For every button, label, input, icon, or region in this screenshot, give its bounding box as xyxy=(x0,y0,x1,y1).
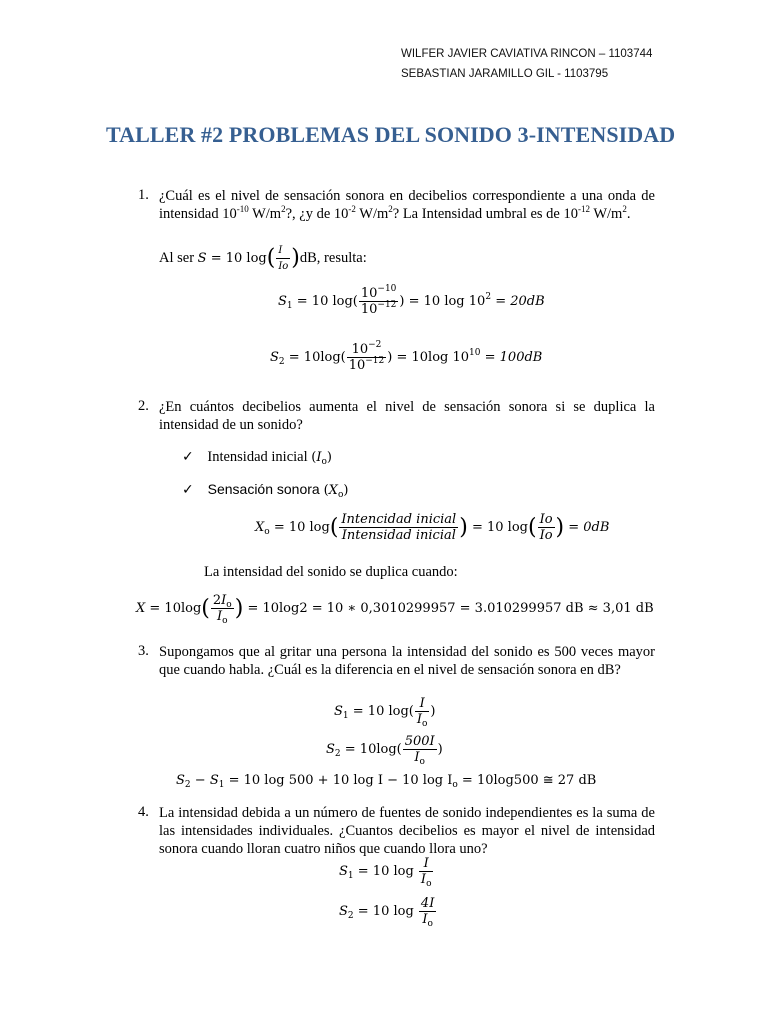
bullet-sound-sensation: ✓ Sensación sonora $(X_o)$ xyxy=(182,481,349,500)
equation-p3-s1: $S_1 = 10$ log( $\frac{I}{I_o}$ ) xyxy=(334,696,436,729)
author-line-1: WILFER JAVIER CAVIATIVA RINCON – 1103744 xyxy=(401,48,653,60)
problem-4-number: 4. xyxy=(138,804,149,820)
equation-x0: $X_o = 10$ log( $\frac{\text{Intencidad inicial}}{\text{Intensidad inicial}}$ ) = 10 log( $\frac{Io}{Io}$ ) = 0dB xyxy=(255,512,610,543)
checkmark-icon: ✓ xyxy=(182,482,194,498)
author-block xyxy=(401,44,652,84)
problem-2-number: 2. xyxy=(138,398,149,414)
author-line-2: SEBASTIAN JARAMILLO GIL - 1103795 xyxy=(401,68,609,80)
problem-3-number: 3. xyxy=(138,643,149,659)
equation-p3-diff: $S_2 - S_1 = 10$ log 500 + 10 log I − 10 $\log I_o = 10\log 500$ ≅ 27 dB xyxy=(176,773,597,790)
problem-4-text: La intensidad debida a un número de fuentes de sonido independientes es la suma de las intensidades individuales. ¿Cuantos decibelios es mayor el nivel de intensidad sonora cuando lloran cuatro niños que cuando llora uno? xyxy=(159,805,655,857)
equation-p4-s1: $S_1 = 10$ log $\frac{I}{I_o}$ xyxy=(339,856,432,889)
problem-1-given: Al ser S = 10 log( $\frac{I}{Io}$ )dB, resulta: xyxy=(159,245,367,272)
document-title: TALLER #2 PROBLEMAS DEL SONIDO 3-INTENSIDAD xyxy=(106,122,676,147)
problem-1-number: 1. xyxy=(138,187,149,203)
doubled-intensity-text: La intensidad del sonido se duplica cuando: xyxy=(204,564,458,580)
checkmark-icon: ✓ xyxy=(182,449,194,465)
problem-2-text: ¿En cuántos decibelios aumenta el nivel de sensación sonora si se duplica la intensidad de un sonido? xyxy=(159,399,655,433)
equation-s2: $S_2 = 10\log$( $\frac{10^{-2}}{10^{-12}}$ ) = 10log $10^{10} = 100dB$ xyxy=(270,340,543,373)
equation-p4-s2: $S_2 = 10$ log $\frac{4I}{I_o}$ xyxy=(339,896,435,929)
equation-s1: $S_1 = 10$ log( $\frac{10^{-10}}{10^{-12}}$ ) = 10 $\log 10^2 = 20dB$ xyxy=(278,284,545,317)
bullet-initial-intensity: ✓ Intensidad inicial $(I_o)$ xyxy=(182,449,332,467)
equation-p3-s2: $S_2 = 10\log$( $\frac{500I}{I_o}$ ) xyxy=(326,734,443,767)
problem-1-text: ¿Cuál es el nivel de sensación sonora en decibelios correspondiente a una onda de intensidad $10^{-10}$ $W/m^2$?, ¿y de $10^{-2}$ $W/m^2$? La Intensidad umbral es de $10^{-12}$ $W/m^2$. xyxy=(159,188,655,222)
problem-3-text: Supongamos que al gritar una persona la intensidad del sonido es 500 veces mayor que cuando habla. ¿Cuál es la diferencia en el nivel de sensación sonora en dB? xyxy=(159,644,655,678)
equation-x: X = 10log( $\frac{2I_o}{I_o}$ ) = 10log2 = 10 ∗ 0,3010299957 = 3.010299957 dB ≈ 3,01 dB xyxy=(136,593,654,626)
